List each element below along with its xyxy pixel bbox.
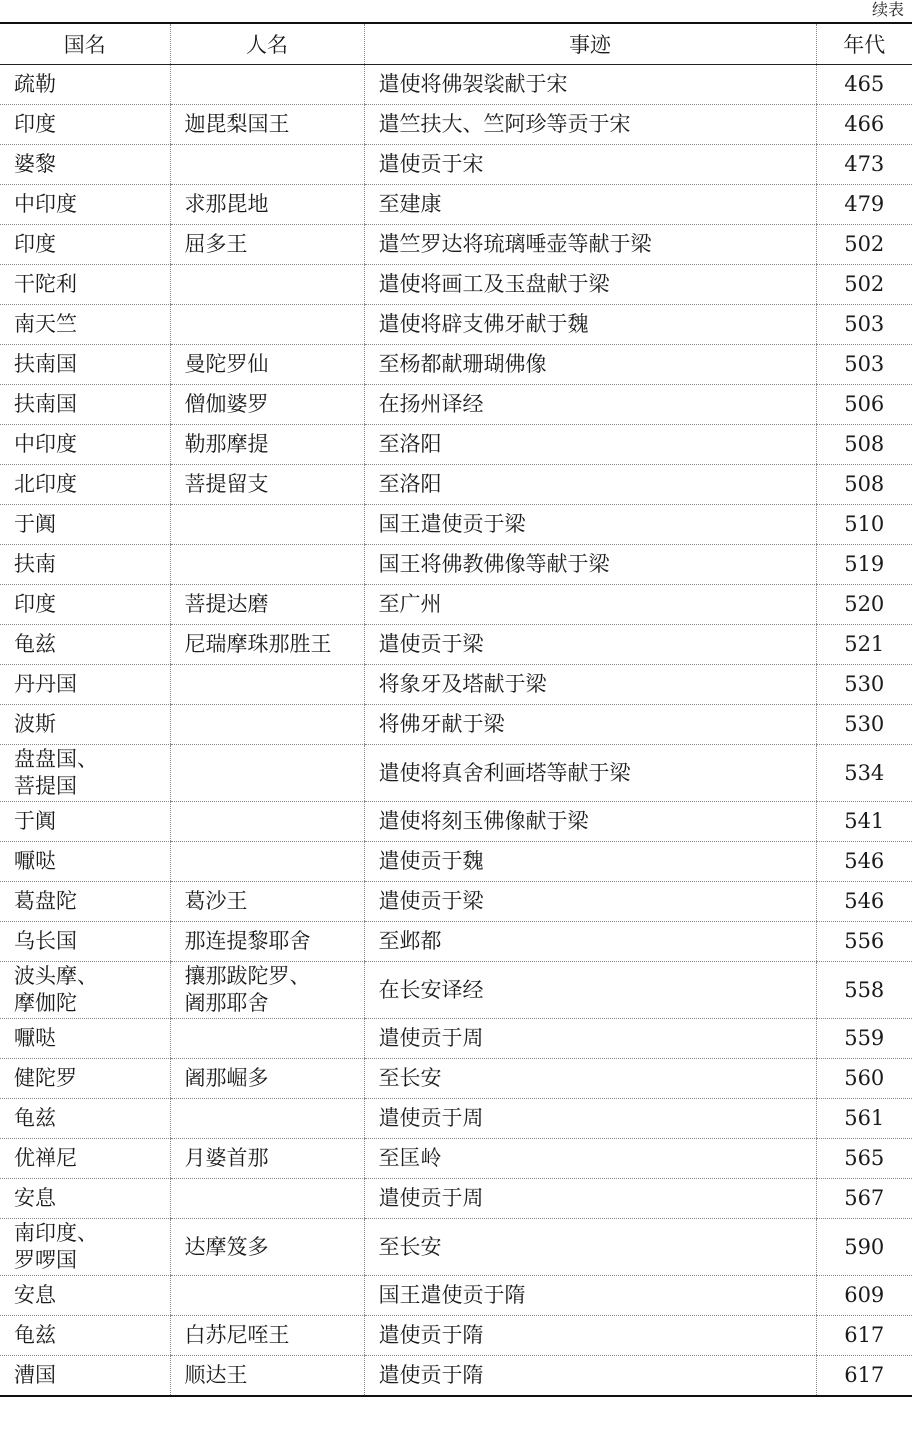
cell-event-text: 国王遣使贡于梁 [378,512,526,536]
cell-year-text: 465 [844,72,885,96]
cell-year-text: 479 [844,192,885,216]
cell-person [170,922,364,962]
cell-person [170,625,364,665]
cell-year [816,145,912,185]
cell-person [170,842,364,882]
cell-year [816,842,912,882]
cell-event-text: 至长安 [378,1066,442,1090]
cell-person [170,882,364,922]
table-row [0,1219,912,1276]
table-row [0,105,912,145]
cell-country [0,1356,170,1397]
cell-event [364,882,816,922]
cell-year-text: 530 [844,712,885,736]
cell-country [0,585,170,625]
table-row [0,265,912,305]
cell-event [364,185,816,225]
cell-year-text: 560 [844,1066,885,1090]
table-row [0,802,912,842]
cell-year [816,345,912,385]
cell-person [170,265,364,305]
cell-person [170,962,364,1019]
cell-person-text: 屈多王 [184,232,248,256]
cell-year [816,1276,912,1316]
cell-event-text: 遣使将画工及玉盘献于梁 [378,272,610,296]
table-row [0,345,912,385]
cell-year-text: 503 [844,312,885,336]
cell-person [170,1019,364,1059]
cell-country-text: 疏勒 [14,72,56,96]
cell-person [170,1059,364,1099]
cell-person-text: 葛沙王 [184,889,248,913]
table-row [0,545,912,585]
cell-event-text: 将象牙及塔献于梁 [378,672,547,696]
cell-person [170,465,364,505]
cell-year-text: 556 [844,929,885,953]
cell-year-text: 567 [844,1186,885,1210]
cell-year [816,1179,912,1219]
cell-year-text: 520 [844,592,885,616]
cell-event [364,625,816,665]
cell-event [364,1356,816,1397]
cell-person-text: 求那毘地 [184,192,269,216]
cell-country [0,1059,170,1099]
cell-year [816,625,912,665]
table-row [0,225,912,265]
cell-country [0,625,170,665]
cell-event-text: 至长安 [378,1234,442,1259]
cell-country-text: 盘盘国、 [14,747,98,771]
cell-country [0,1316,170,1356]
cell-event-text: 国王遣使贡于隋 [378,1283,526,1307]
header-event: 事迹 [364,23,816,65]
cell-country-text: 扶南 [14,552,56,576]
cell-country-text: 葛盘陀 [14,889,77,913]
cell-year [816,585,912,625]
cell-year-text: 502 [844,272,885,296]
cell-year-text: 508 [844,432,885,456]
cell-person-text: 达摩笈多 [184,1234,269,1259]
cell-country [0,745,170,802]
cell-year-text: 502 [844,232,885,256]
cell-person [170,305,364,345]
cell-person-text: 那连提黎耶舍 [184,929,311,953]
cell-country-text: 安息 [14,1283,56,1307]
cell-event-text: 至建康 [378,192,442,216]
cell-person [170,505,364,545]
cell-person-text: 僧伽婆罗 [184,392,269,416]
cell-year-text: 590 [844,1234,885,1259]
cell-person-text: 菩提留支 [184,472,269,496]
header-country: 国名 [0,23,170,65]
cell-country [0,842,170,882]
table-row [0,185,912,225]
cell-person [170,1139,364,1179]
cell-country [0,1099,170,1139]
history-table [0,22,912,1397]
table-row [0,1019,912,1059]
cell-event [364,1019,816,1059]
cell-year-text: 506 [844,392,885,416]
cell-year [816,105,912,145]
cell-year-text: 609 [844,1283,885,1307]
cell-country [0,705,170,745]
cell-year-text: 530 [844,672,885,696]
cell-year [816,1219,912,1276]
cell-country [0,1179,170,1219]
table-row [0,962,912,1019]
cell-event [364,665,816,705]
cell-event [364,465,816,505]
cell-country-text: 波斯 [14,712,56,736]
cell-event-text: 在长安译经 [378,977,484,1002]
cell-year [816,1019,912,1059]
cell-event-text: 遣使将辟支佛牙献于魏 [378,312,589,336]
cell-year [816,1139,912,1179]
cell-country [0,802,170,842]
cell-person [170,1179,364,1219]
cell-event-text: 遣使贡于隋 [378,1363,484,1387]
cell-country [0,922,170,962]
cell-person [170,1099,364,1139]
cell-country [0,505,170,545]
table-row [0,1059,912,1099]
cell-year-text: 617 [844,1323,885,1347]
cell-country-text: 扶南国 [14,352,77,376]
cell-country [0,665,170,705]
cell-year [816,882,912,922]
cell-event [364,962,816,1019]
cell-person [170,705,364,745]
cell-country-text: 龟兹 [14,1106,56,1130]
cell-person-text: 尼瑞摩珠那胜王 [184,632,332,656]
cell-person [170,185,364,225]
cell-country-text: 漕国 [14,1363,56,1387]
cell-event-text: 至杨都献珊瑚佛像 [378,352,547,376]
cell-country-text: 北印度 [14,472,77,496]
cell-person-text: 攘那跋陀罗、 [184,964,311,988]
cell-person [170,665,364,705]
table-row [0,465,912,505]
cell-person-text: 勒那摩提 [184,432,269,456]
cell-year [816,545,912,585]
cell-person-text: 曼陀罗仙 [184,352,269,376]
cell-year [816,225,912,265]
cell-country-text: 健陀罗 [14,1066,77,1090]
cell-event [364,1139,816,1179]
cell-event [364,1059,816,1099]
cell-year-text: 561 [844,1106,885,1130]
table-row [0,1179,912,1219]
cell-year-text: 519 [844,552,885,576]
cell-event-text: 遣竺扶大、竺阿珍等贡于宋 [378,112,631,136]
table-body [0,65,912,1397]
cell-year [816,65,912,105]
cell-event [364,505,816,545]
cell-country [0,305,170,345]
cell-country-text: 干陀利 [14,272,77,296]
cell-country-text: 于阗 [14,512,56,536]
cell-person [170,545,364,585]
cell-event-text: 遣使将刻玉佛像献于梁 [378,809,589,833]
table-row [0,705,912,745]
cell-event-text: 遣使将佛袈裟献于宋 [378,72,568,96]
cell-year [816,505,912,545]
cell-person [170,1276,364,1316]
cell-person [170,225,364,265]
table-row [0,1139,912,1179]
cell-year [816,1099,912,1139]
cell-country-text: 龟兹 [14,632,56,656]
cell-country [0,1019,170,1059]
cell-country-text: 嚈哒 [14,1026,56,1050]
cell-year-text: 558 [844,977,885,1002]
cell-event [364,65,816,105]
cell-year-text: 559 [844,1026,885,1050]
cell-event [364,705,816,745]
cell-year [816,1059,912,1099]
cell-year-text: 617 [844,1363,885,1387]
cell-year [816,425,912,465]
cell-country-text: 婆黎 [14,152,56,176]
cell-year [816,665,912,705]
cell-year [816,802,912,842]
cell-year [816,385,912,425]
cell-country-text: 龟兹 [14,1323,56,1347]
cell-country [0,385,170,425]
table-row [0,145,912,185]
cell-country-text: 印度 [14,112,56,136]
cell-event-text: 遣使贡于梁 [378,632,484,656]
cell-event [364,802,816,842]
cell-event [364,105,816,145]
cell-country-text: 安息 [14,1186,56,1210]
cell-year [816,265,912,305]
cell-event [364,1219,816,1276]
cell-person [170,385,364,425]
cell-year-text: 510 [844,512,885,536]
cell-event-text: 遣使贡于周 [378,1106,484,1130]
cell-year-text: 546 [844,849,885,873]
cell-year [816,1316,912,1356]
cell-person-text-line2: 阇那耶舍 [184,991,269,1015]
cell-event-text: 至洛阳 [378,432,442,456]
cell-event [364,842,816,882]
cell-year-text: 541 [844,809,885,833]
cell-country [0,425,170,465]
cell-event [364,305,816,345]
table-row [0,305,912,345]
cell-year-text: 521 [844,632,885,656]
table-row [0,1316,912,1356]
cell-person-text: 阇那崛多 [184,1066,269,1090]
cell-event [364,1099,816,1139]
cell-year-text: 534 [844,760,885,785]
cell-person-text: 迦毘梨国王 [184,112,290,136]
cell-person [170,65,364,105]
continued-label: 续表 [871,0,904,19]
table-row [0,585,912,625]
table-row [0,922,912,962]
cell-event [364,385,816,425]
cell-country [0,1139,170,1179]
cell-year [816,705,912,745]
cell-country [0,185,170,225]
cell-year [816,185,912,225]
cell-year [816,922,912,962]
cell-year [816,962,912,1019]
cell-country-text-line2: 摩伽陀 [14,991,77,1015]
cell-country-text: 印度 [14,592,56,616]
cell-country [0,1219,170,1276]
cell-event-text: 遣使贡于宋 [378,152,484,176]
cell-person [170,425,364,465]
cell-event-text: 遣使贡于周 [378,1186,484,1210]
cell-country-text: 优禅尼 [14,1146,77,1170]
cell-country-text: 扶南国 [14,392,77,416]
cell-person-text: 月婆首那 [184,1146,269,1170]
cell-country-text: 于阗 [14,809,56,833]
table-row [0,1356,912,1397]
cell-person-text: 白苏尼咥王 [184,1323,290,1347]
cell-year-text: 565 [844,1146,885,1170]
header-person: 人名 [170,23,364,65]
cell-country [0,65,170,105]
cell-country [0,962,170,1019]
cell-year-text: 503 [844,352,885,376]
cell-country [0,105,170,145]
cell-event-text: 遣使贡于梁 [378,889,484,913]
cell-country [0,882,170,922]
cell-country-text-line2: 罗啰国 [14,1248,77,1272]
cell-event-text: 至洛阳 [378,472,442,496]
cell-country-text: 乌长国 [14,929,77,953]
cell-event-text: 遣使贡于魏 [378,849,484,873]
table-row [0,1099,912,1139]
cell-event-text: 在扬州译经 [378,392,484,416]
cell-country [0,1276,170,1316]
cell-person [170,1356,364,1397]
cell-year [816,1356,912,1397]
table-row [0,625,912,665]
cell-person [170,105,364,145]
table-row [0,385,912,425]
cell-country-text: 嚈哒 [14,849,56,873]
cell-event [364,425,816,465]
cell-event [364,225,816,265]
cell-event [364,1179,816,1219]
cell-country-text: 丹丹国 [14,672,77,696]
table-row [0,425,912,465]
cell-country-text: 南印度、 [14,1221,98,1245]
cell-person [170,1316,364,1356]
cell-event [364,585,816,625]
cell-event-text: 将佛牙献于梁 [378,712,505,736]
cell-event-text: 至邺都 [378,929,442,953]
cell-event-text: 遣竺罗达将琉璃唾壶等献于梁 [378,232,652,256]
cell-event [364,745,816,802]
cell-event-text: 至广州 [378,592,442,616]
table-row [0,665,912,705]
cell-event-text: 国王将佛教佛像等献于梁 [378,552,610,576]
cell-person-text: 菩提达磨 [184,592,269,616]
cell-event-text: 遣使贡于周 [378,1026,484,1050]
cell-person [170,802,364,842]
cell-country-text: 南天竺 [14,312,77,336]
cell-event [364,265,816,305]
cell-country [0,345,170,385]
table-row [0,1276,912,1316]
cell-year-text: 466 [844,112,885,136]
cell-person [170,745,364,802]
header-year: 年代 [816,23,912,65]
cell-event [364,1276,816,1316]
cell-year [816,745,912,802]
cell-event-text: 遣使将真舍利画塔等献于梁 [378,760,631,785]
cell-person [170,345,364,385]
cell-person [170,145,364,185]
cell-country [0,545,170,585]
cell-country-text: 波头摩、 [14,964,98,988]
cell-event [364,1316,816,1356]
cell-person-text: 顺达王 [184,1363,248,1387]
cell-country [0,145,170,185]
cell-event [364,345,816,385]
cell-event [364,145,816,185]
cell-country-text: 中印度 [14,432,77,456]
table-row [0,842,912,882]
cell-year-text: 508 [844,472,885,496]
cell-country-text: 中印度 [14,192,77,216]
cell-year-text: 546 [844,889,885,913]
cell-country-text-line2: 菩提国 [14,774,77,798]
table-row [0,882,912,922]
cell-country-text: 印度 [14,232,56,256]
cell-country [0,265,170,305]
table-row [0,505,912,545]
cell-year-text: 473 [844,152,885,176]
cell-person [170,585,364,625]
cell-country [0,465,170,505]
header-row [0,23,912,65]
table-row [0,65,912,105]
table-row [0,745,912,802]
cell-event [364,922,816,962]
cell-event-text: 至匡岭 [378,1146,442,1170]
cell-year [816,465,912,505]
cell-event [364,545,816,585]
cell-event-text: 遣使贡于隋 [378,1323,484,1347]
cell-country [0,225,170,265]
cell-year [816,305,912,345]
cell-person [170,1219,364,1276]
